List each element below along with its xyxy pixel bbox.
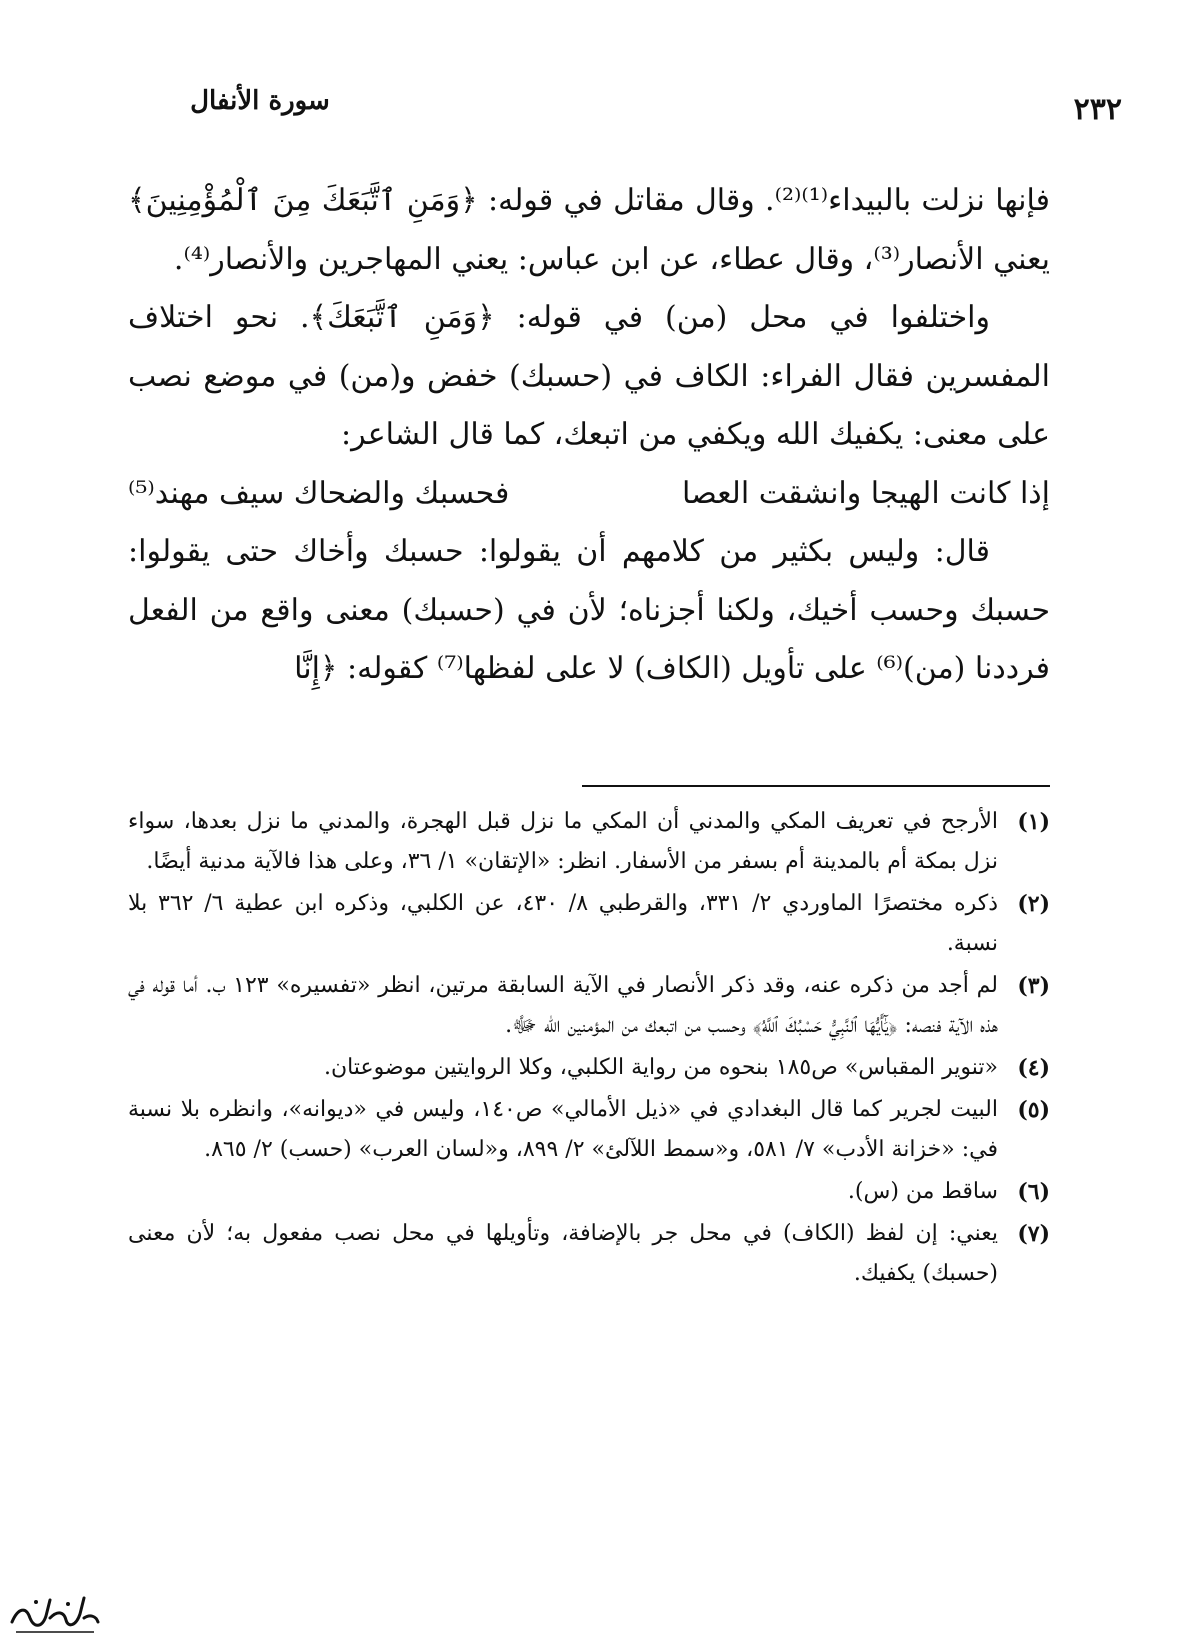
- footnote-text: ساقط من (س).: [847, 1179, 998, 1204]
- footnote-item: [128, 802, 1050, 882]
- verse-first-hemistich: إذا كانت الهيجا وانشقت العصا: [682, 475, 1050, 511]
- footnote-number: (٦): [1017, 1179, 1050, 1205]
- footnote-text: يعني: إن لفظ (الكاف) في محل جر بالإضافة، وتأويلها في محل نصب مفعول به؛ لأن معنى (حسبك) يكفيك.: [128, 1221, 998, 1286]
- footnote-text: «تنوير المقباس» ص١٨٥ بنحوه من رواية الكلبي، وكلا الروايتين موضوعتان.: [323, 1055, 998, 1080]
- poetry-verse: [128, 465, 1050, 524]
- footnote-number: (٥): [1017, 1097, 1050, 1123]
- footnote-number: (٢): [1017, 891, 1050, 917]
- footnote-text: لم أجد من ذكره عنه، وقد ذكر الأنصار في الآية السابقة مرتين، انظر «تفسيره» ١٢٣ ب. أما قوله في هذه الآية فنصه: ﴿يَٰٓأَيُّهَا ٱلنَّبِيُّ حَسْبُكَ ٱللَّهُ﴾ وحسب من اتبعك من المؤمنين الله ﷻ.: [128, 973, 998, 1038]
- footnote-item: [128, 1048, 1050, 1088]
- footnote-item: [128, 966, 1050, 1046]
- footnote-number: (١): [1017, 809, 1050, 835]
- footnote-number: (٣): [1017, 973, 1050, 999]
- paragraph-1: فإنها نزلت بالبيداء⁽¹⁾⁽²⁾. وقال مقاتل في قوله: ﴿وَمَنِ ٱتَّبَعَكَ مِنَ ٱلْمُؤْمِنِينَ﴾ يعني الأنصار⁽³⁾، وقال عطاء، عن ابن عباس: يعني المهاجرين والأنصار⁽⁴⁾.: [128, 183, 1050, 277]
- paragraph-2: واختلفوا في محل (من) في قوله: ﴿وَمَنِ ٱتَّبَعَكَ﴾. نحو اختلاف المفسرين فقال الفراء: الكاف في (حسبك) خفض و(من) في موضع نصب على معنى: يكفيك الله ويكفي من اتبعك، كما قال الشاعر:: [128, 300, 1050, 452]
- footnote-text: البيت لجرير كما قال البغدادي في «ذيل الأمالي» ص١٤٠، وليس في «ديوانه»، وانظره بلا نسبة في: «خزانة الأدب» ٧/ ٥٨١، و«سمط اللآلئ» ٢/ ٨٩٩، و«لسان العرب» (حسب) ٢/ ٨٦٥.: [128, 1097, 998, 1162]
- footnote-number: (٧): [1017, 1221, 1050, 1247]
- verse-second-hemistich: فحسبك والضحاك سيف مهند⁽⁵⁾: [128, 475, 510, 511]
- footnote-number: (٤): [1017, 1055, 1050, 1081]
- footnote-item: [128, 1090, 1050, 1170]
- page-number: ٢٣٢: [1073, 92, 1122, 127]
- footnote-text: ذكره مختصرًا الماوردي ٢/ ٣٣١، والقرطبي ٨/ ٤٣٠، عن الكلبي، وذكره ابن عطية ٦/ ٣٦٢ بلا نسبة.: [128, 891, 999, 956]
- footnote-text: الأرجح في تعريف المكي والمدني أن المكي ما نزل قبل الهجرة، والمدني ما نزل بعدها، سواء نزل بمكة أم بالمدينة أم بسفر من الأسفار. انظر: «الإتقان» ١/ ٣٦، وعلى هذا فالآية مدنية أيضًا.: [128, 809, 998, 874]
- calligraphy-logo-icon: [6, 1588, 102, 1640]
- footnote-divider: [582, 785, 1050, 787]
- footnotes: [128, 802, 1050, 1296]
- footnote-item: [128, 884, 1050, 964]
- main-text: [128, 172, 1050, 699]
- paragraph-3: قال: وليس بكثير من كلامهم أن يقولوا: حسبك وأخاك حتى يقولوا: حسبك وحسب أخيك، ولكنا أجزناه؛ لأن في (حسبك) معنى واقع من الفعل فرددنا (من)⁽⁶⁾ على تأويل (الكاف) لا على لفظها⁽⁷⁾ كقوله: ﴿إِنَّا: [128, 534, 1050, 686]
- surah-title: سورة الأنفال: [190, 86, 330, 116]
- footnote-item: [128, 1172, 1050, 1212]
- footnote-item: [128, 1214, 1050, 1294]
